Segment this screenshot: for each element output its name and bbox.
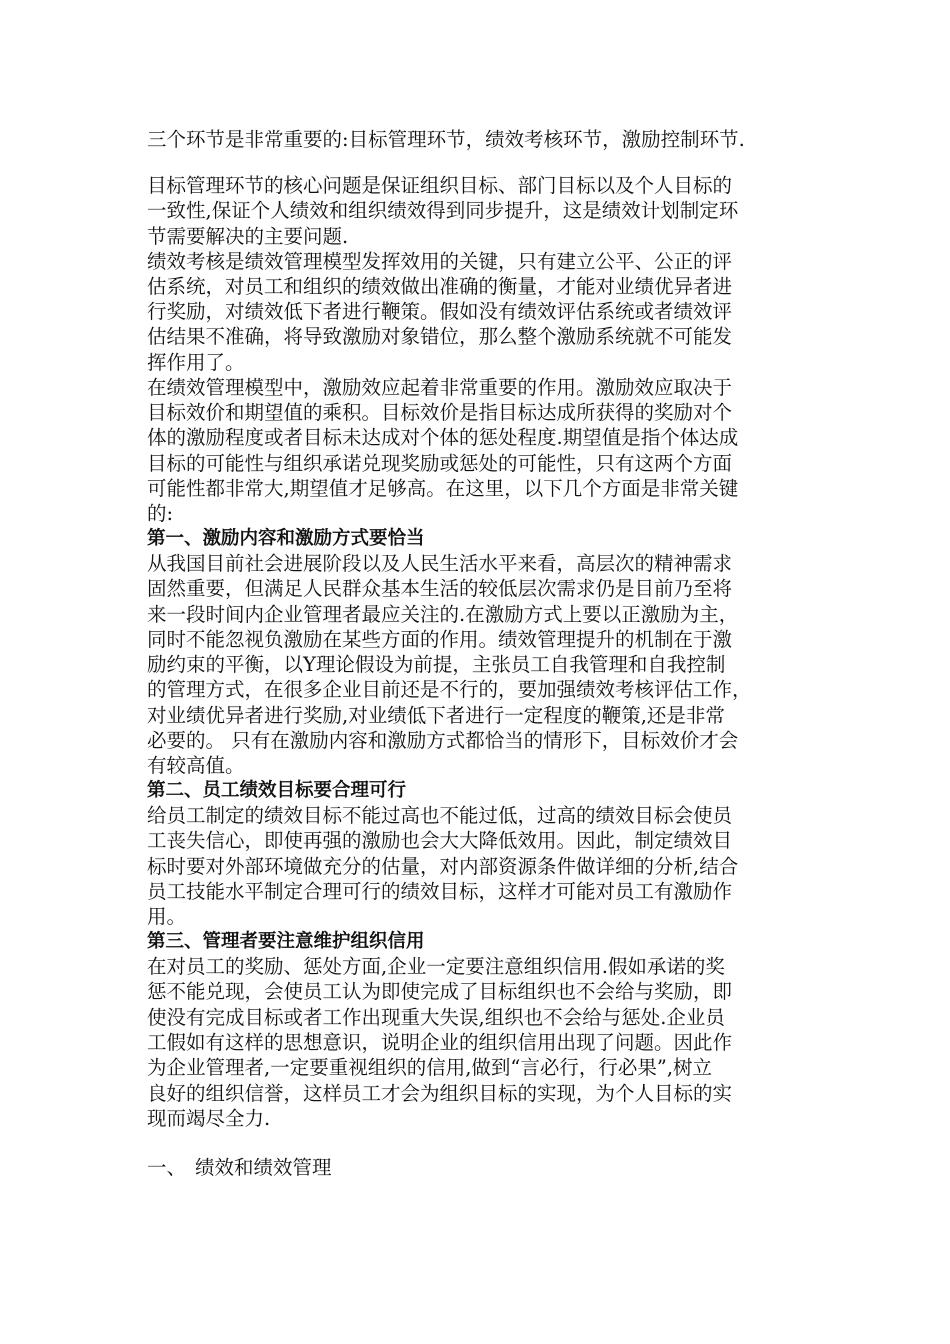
text-line: 给员工制定的绩效目标不能过高也不能过低，过高的绩效目标会使员 bbox=[147, 804, 733, 827]
text-line: 的: bbox=[147, 502, 174, 525]
text-line: 挥作用了。 bbox=[147, 351, 245, 374]
subheading: 第二、员工绩效目标要合理可行 bbox=[147, 780, 407, 801]
text-line: 用。 bbox=[147, 905, 187, 928]
section-number: 一、 bbox=[147, 1156, 187, 1179]
text-line: 目标的可能性与组织承诺兑现奖励或惩处的可能性，只有这两个方面 bbox=[147, 452, 733, 475]
subheading: 第一、激励内容和激励方式要恰当 bbox=[147, 528, 425, 549]
text-line: 可能性都非常大,期望值才足够高。在这里，以下几个方面是非常关键 bbox=[147, 477, 739, 500]
section-title: 绩效和绩效管理 bbox=[195, 1156, 332, 1179]
text-line: 固然重要，但满足人民群众基本生活的较低层次需求仍是目前乃至将 bbox=[147, 577, 733, 600]
subheading: 第三、管理者要注意维护组织信用 bbox=[147, 931, 425, 952]
text-line: 三个环节是非常重要的:目标管理环节，绩效考核环节，激励控制环节. bbox=[147, 128, 745, 151]
text-line: 行奖励，对绩效低下者进行鞭策。假如没有绩效评估系统或者绩效评 bbox=[147, 300, 733, 323]
text-line: 来一段时间内企业管理者最应关注的.在激励方式上要以正激励为主， bbox=[147, 603, 739, 626]
text-line: 节需要解决的主要问题. bbox=[147, 225, 349, 248]
text-line: 目标管理环节的核心问题是保证组织目标、部门目标以及个人目标的 bbox=[147, 174, 733, 197]
text-line: 在对员工的奖励、惩处方面,企业一定要注意组织信用.假如承诺的奖 bbox=[147, 955, 725, 978]
text-line: 良好的组织信誉，这样员工才会为组织目标的实现，为个人目标的实 bbox=[147, 1082, 733, 1105]
text-line: 使没有完成目标或者工作出现重大失误,组织也不会给与惩处.企业员 bbox=[147, 1006, 725, 1029]
text-line: 对业绩优异者进行奖励,对业绩低下者进行一定程度的鞭策,还是非常 bbox=[147, 704, 725, 727]
text-line: 目标效价和期望值的乘积。目标效价是指目标达成所获得的奖励对个 bbox=[147, 401, 733, 424]
text-line: 员工技能水平制定合理可行的绩效目标，这样才可能对员工有激励作 bbox=[147, 880, 733, 903]
text-line: 绩效考核是绩效管理模型发挥效用的关键，只有建立公平、公正的评 bbox=[147, 250, 733, 273]
text-line: 的管理方式，在很多企业目前还是不行的，要加强绩效考核评估工作， bbox=[147, 678, 752, 701]
text-line: 估系统，对员工和组织的绩效做出准确的衡量，才能对业绩优异者进 bbox=[147, 275, 733, 298]
text-line: 同时不能忽视负激励在某些方面的作用。绩效管理提升的机制在于激 bbox=[147, 628, 733, 651]
text-line: 工假如有这样的思想意识，说明企业的组织信用出现了问题。因此作 bbox=[147, 1031, 733, 1054]
text-line: 励约束的平衡，以Y理论假设为前提，主张员工自我管理和自我控制 bbox=[147, 653, 726, 676]
section-heading bbox=[147, 1156, 332, 1180]
text-line: 标时要对外部环境做充分的估量，对内部资源条件做详细的分析,结合 bbox=[147, 855, 739, 878]
text-line: 估结果不准确，将导致激励对象错位，那么整个激励系统就不可能发 bbox=[147, 325, 733, 348]
text-line: 必要的。 只有在激励内容和激励方式都恰当的情形下，目标效价才会 bbox=[147, 729, 739, 752]
text-line: 从我国目前社会进展阶段以及人民生活水平来看，高层次的精神需求 bbox=[147, 552, 733, 575]
text-line: 现而竭尽全力. bbox=[147, 1107, 271, 1130]
text-line: 在绩效管理模型中，激励效应起着非常重要的作用。激励效应取决于 bbox=[147, 376, 733, 399]
text-line: 有较高值。 bbox=[147, 754, 245, 777]
text-line: 体的激励程度或者目标未达成对个体的惩处程度.期望值是指个体达成 bbox=[147, 426, 739, 449]
text-line: 工丧失信心，即使再强的激励也会大大降低效用。因此，制定绩效目 bbox=[147, 829, 733, 852]
text-line: 惩不能兑现，会使员工认为即使完成了目标组织也不会给与奖励，即 bbox=[147, 980, 733, 1003]
text-line: 一致性,保证个人绩效和组织绩效得到同步提升，这是绩效计划制定环 bbox=[147, 199, 739, 222]
text-line: 为企业管理者,一定要重视组织的信用,做到“言必行，行必果”,树立 bbox=[147, 1056, 713, 1079]
